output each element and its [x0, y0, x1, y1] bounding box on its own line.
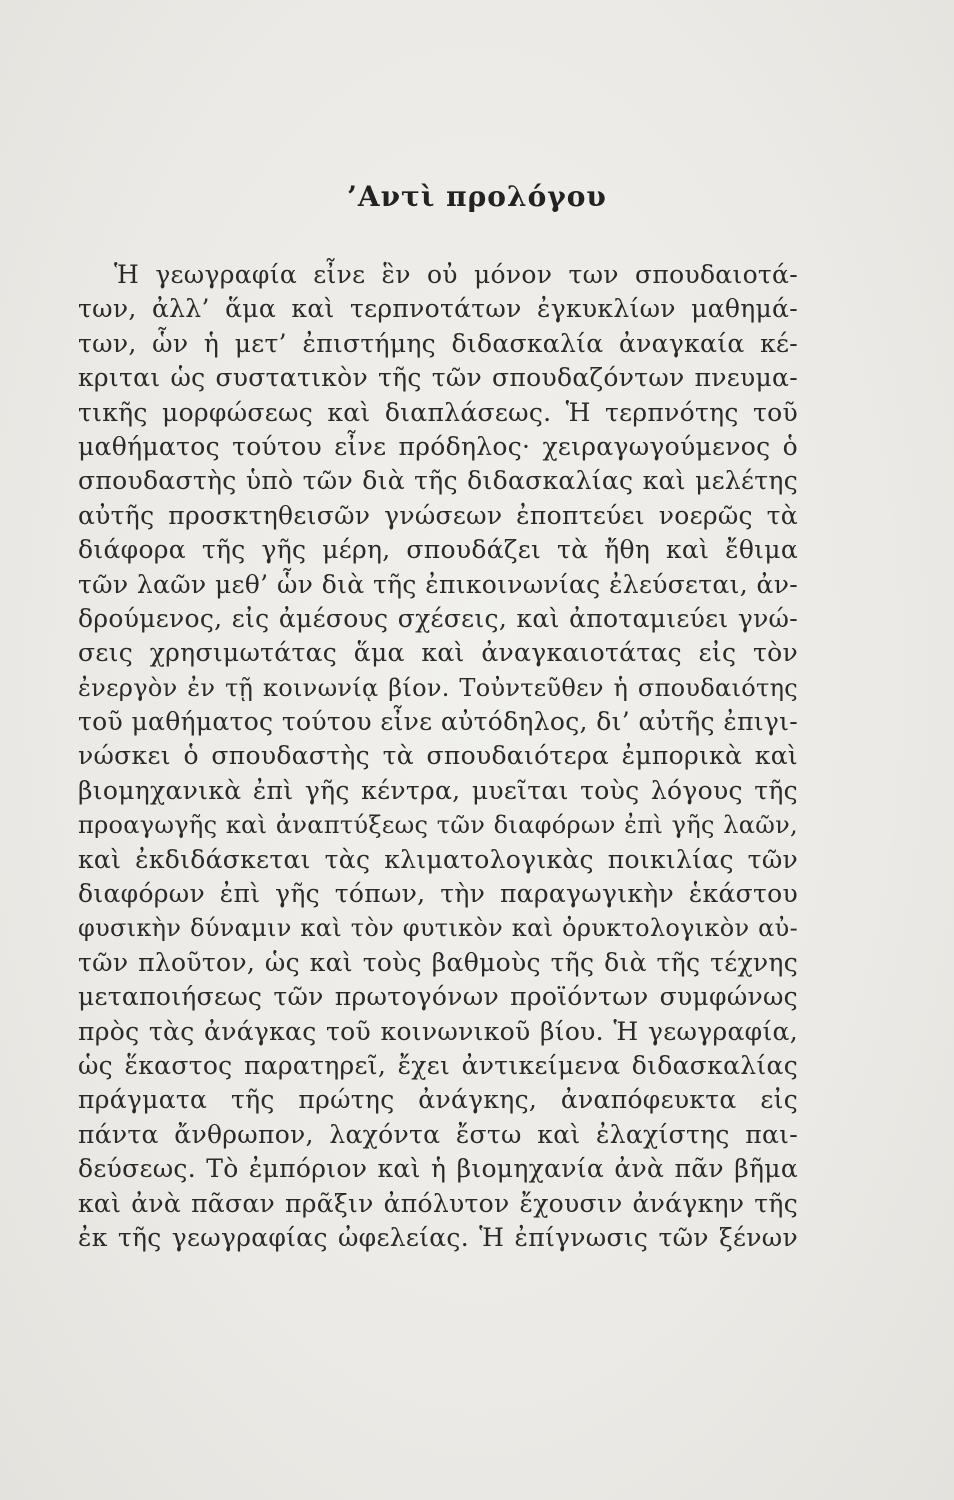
text-line: πάντα ἄνθρωπον, λαχόντα ἔστω καὶ ἐλαχίστης παι-	[78, 1119, 798, 1149]
text-line: νώσκει ὁ σπουδαστὴς τὰ σπουδαιότερα ἐμπορικὰ καὶ	[78, 741, 798, 771]
text-line: προαγωγῆς καὶ ἀναπτύξεως τῶν διαφόρων ἐπὶ γῆς λαῶν,	[78, 811, 798, 840]
text-line: πρὸς τὰς ἀνάγκας τοῦ κοινωνικοῦ βίου. Ἡ γεωγραφία,	[78, 1016, 798, 1046]
text-line: των, ὧν ἡ μετ’ ἐπιστήμης διδασκαλία ἀναγκαία κέ-	[78, 328, 798, 358]
text-line: δεύσεως. Τὸ ἐμπόριον καὶ ἡ βιομηχανία ἀνὰ πᾶν βῆμα	[78, 1154, 798, 1184]
text-line: ἐνεργὸν ἐν τῇ κοινωνίᾳ βίον. Τοὐντεῦθεν ἡ σπουδαιότης	[78, 673, 798, 702]
text-line: διάφορα τῆς γῆς μέρη, σπουδάζει τὰ ἤθη καὶ ἔθιμα	[78, 535, 798, 565]
text-line: σπουδαστὴς ὑπὸ τῶν διὰ τῆς διδασκαλίας καὶ μελέτης	[78, 466, 798, 496]
text-line: καὶ ἀνὰ πᾶσαν πρᾶξιν ἀπόλυτον ἔχουσιν ἀνάγκην τῆς	[78, 1188, 798, 1218]
text-line: ὡς ἕκαστος παρατηρεῖ, ἔχει ἀντικείμενα διδασκαλίας	[78, 1050, 798, 1080]
text-line: κριται ὡς συστατικὸν τῆς τῶν σπουδαζόντων πνευμα-	[78, 363, 798, 393]
text-line: τῶν λαῶν μεθ’ ὧν διὰ τῆς ἐπικοινωνίας ἐλεύσεται, ἀν-	[78, 569, 798, 599]
text-line: βιομηχανικὰ ἐπὶ γῆς κέντρα, μυεῖται τοὺς λόγους τῆς	[78, 775, 798, 805]
text-line: Ἡ γεωγραφία εἶνε ἓν οὐ μόνον των σπουδαιοτά-	[114, 260, 798, 289]
text-line: σεις χρησιμωτάτας ἅμα καὶ ἀναγκαιοτάτας εἰς τὸν	[78, 638, 798, 668]
text-line: καὶ ἐκδιδάσκεται τὰς κλιματολογικὰς ποικιλίας τῶν	[78, 844, 798, 874]
text-line: τικῆς μορφώσεως καὶ διαπλάσεως. Ἡ τερπνότης τοῦ	[78, 397, 798, 427]
text-line: μαθήματος τούτου εἶνε πρόδηλος· χειραγωγούμενος ὁ	[78, 431, 798, 461]
text-line: των, ἀλλ’ ἅμα καὶ τερπνοτάτων ἐγκυκλίων μαθημά-	[78, 294, 798, 324]
text-line: μεταποιήσεως τῶν πρωτογόνων προϊόντων συμφώνως	[78, 982, 798, 1012]
text-line: πράγματα τῆς πρώτης ἀνάγκης, ἀναπόφευκτα εἰς	[78, 1085, 798, 1115]
text-line: φυσικὴν δύναμιν καὶ τὸν φυτικὸν καὶ ὀρυκτολογικὸν αὐ-	[78, 914, 798, 943]
text-line: τοῦ μαθήματος τούτου εἶνε αὐτόδηλος, δι’ αὐτῆς ἐπιγι-	[78, 707, 798, 737]
text-line: τῶν πλοῦτον, ὡς καὶ τοὺς βαθμοὺς τῆς διὰ τῆς τέχνης	[78, 947, 798, 977]
body-text	[78, 258, 798, 1255]
page-heading: ’Αντὶ προλόγου	[347, 180, 607, 213]
text-line: διαφόρων ἐπὶ γῆς τόπων, τὴν παραγωγικὴν ἑκάστου	[78, 879, 798, 909]
text-line: ἐκ τῆς γεωγραφίας ὠφελείας. Ἡ ἐπίγνωσις τῶν ξένων	[78, 1222, 798, 1252]
text-line: δρούμενος, εἰς ἀμέσους σχέσεις, καὶ ἀποταμιεύει γνώ-	[78, 603, 798, 633]
text-line: αὐτῆς προσκτηθεισῶν γνώσεων ἐποπτεύει νοερῶς τὰ	[78, 500, 798, 530]
